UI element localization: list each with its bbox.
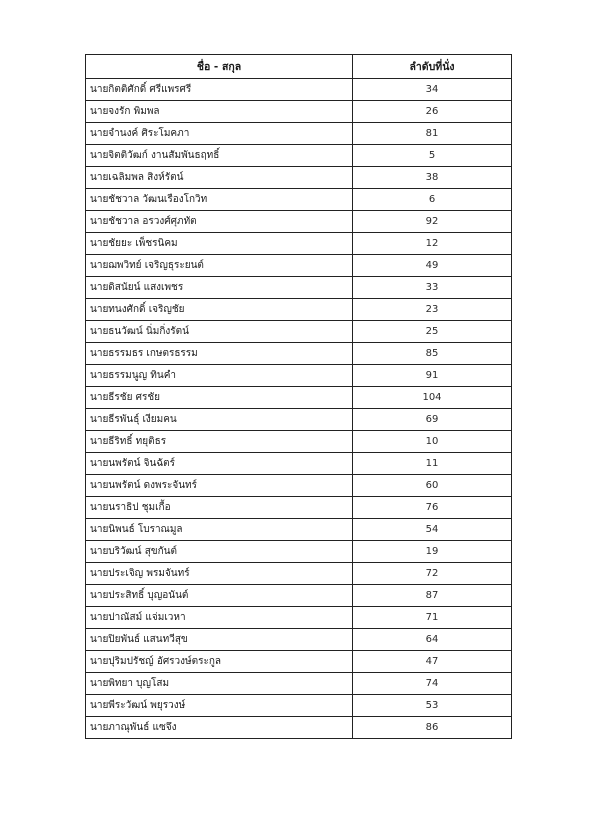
seat-number: 53	[353, 695, 512, 717]
seat-number: 12	[353, 233, 512, 255]
person-name: นายเฉลิมพล สิงห์รัตน์	[86, 167, 353, 189]
table-row	[86, 673, 512, 695]
table-row	[86, 343, 512, 365]
person-name: นายนพรัตน์ ดงพระจันทร์	[86, 475, 353, 497]
seat-number: 91	[353, 365, 512, 387]
seat-number: 23	[353, 299, 512, 321]
seat-number: 5	[353, 145, 512, 167]
person-name: นายประสิทธิ์ บุญอนันต์	[86, 585, 353, 607]
person-name: นายฌพวิทย์ เจริญธุระยนต์	[86, 255, 353, 277]
table-row	[86, 79, 512, 101]
person-name: นายปิยพันธ์ แสนทวีสุข	[86, 629, 353, 651]
table-body	[86, 79, 512, 739]
seat-number: 76	[353, 497, 512, 519]
table-row	[86, 431, 512, 453]
person-name: นายพิทยา บุญโสม	[86, 673, 353, 695]
person-name: นายธรรมนูญ ทินคำ	[86, 365, 353, 387]
seat-number: 38	[353, 167, 512, 189]
seat-number: 49	[353, 255, 512, 277]
person-name: นายปาณัสม์ แจ่มเวหา	[86, 607, 353, 629]
table-row	[86, 123, 512, 145]
table-header-row	[86, 55, 512, 79]
seat-number: 64	[353, 629, 512, 651]
header-name: ชื่อ - สกุล	[86, 55, 353, 79]
table-row	[86, 211, 512, 233]
seat-number: 69	[353, 409, 512, 431]
person-name: นายภาณุพันธ์ แซจึง	[86, 717, 353, 739]
person-name: นายทนงศักดิ์ เจริญชัย	[86, 299, 353, 321]
person-name: นายปุริมปรัชญ์ อัศรวงษ์ตระกูล	[86, 651, 353, 673]
person-name: นายนราธิป ชุมเกื้อ	[86, 497, 353, 519]
person-name: นายธีริทธิ์ ทยุติธร	[86, 431, 353, 453]
table-row	[86, 563, 512, 585]
table-row	[86, 717, 512, 739]
table-row	[86, 167, 512, 189]
seat-number: 54	[353, 519, 512, 541]
table-row	[86, 629, 512, 651]
seat-number: 34	[353, 79, 512, 101]
person-name: นายนพรัตน์ จินฉัตร์	[86, 453, 353, 475]
table-row	[86, 651, 512, 673]
table-row	[86, 101, 512, 123]
table-row	[86, 145, 512, 167]
table-row	[86, 453, 512, 475]
table-row	[86, 409, 512, 431]
seat-number: 74	[353, 673, 512, 695]
seat-number: 92	[353, 211, 512, 233]
person-name: นายจิตติวัฒก์ งานสัมพันธฤทธิ์	[86, 145, 353, 167]
table-row	[86, 233, 512, 255]
seat-number: 6	[353, 189, 512, 211]
seat-number: 71	[353, 607, 512, 629]
table-row	[86, 607, 512, 629]
table-row	[86, 475, 512, 497]
table-row	[86, 519, 512, 541]
header-seat: ลำดับที่นั่ง	[353, 55, 512, 79]
seat-number: 25	[353, 321, 512, 343]
person-name: นายธรรมธร เกษตรธรรม	[86, 343, 353, 365]
seat-number: 47	[353, 651, 512, 673]
seat-number: 60	[353, 475, 512, 497]
seat-number: 85	[353, 343, 512, 365]
person-name: นายจงรัก พิมพล	[86, 101, 353, 123]
person-name: นายพีระวัฒน์ พยุรวงษ์	[86, 695, 353, 717]
seat-number: 33	[353, 277, 512, 299]
person-name: นายชัชวาล วัฒนเรืองโกวิท	[86, 189, 353, 211]
person-name: นายชัชวาล อรวงศ์ศุภทัต	[86, 211, 353, 233]
table-row	[86, 585, 512, 607]
person-name: นายประเจิญ พรมจันทร์	[86, 563, 353, 585]
table-row	[86, 365, 512, 387]
person-name: นายธนวัฒน์ นิ่มกิ่งรัตน์	[86, 321, 353, 343]
seat-number: 11	[353, 453, 512, 475]
table-row	[86, 541, 512, 563]
table-row	[86, 321, 512, 343]
seat-number: 87	[353, 585, 512, 607]
table-row	[86, 497, 512, 519]
seat-number: 72	[353, 563, 512, 585]
table-row	[86, 387, 512, 409]
person-name: นายชัยยะ เพ็ชรนิคม	[86, 233, 353, 255]
table-row	[86, 299, 512, 321]
seat-number: 86	[353, 717, 512, 739]
table-row	[86, 189, 512, 211]
table-row	[86, 277, 512, 299]
seat-number: 19	[353, 541, 512, 563]
person-name: นายกิตติศักดิ์ ศรีแพรศรี	[86, 79, 353, 101]
seating-table	[85, 54, 512, 739]
seat-number: 104	[353, 387, 512, 409]
seat-number: 26	[353, 101, 512, 123]
seat-number: 10	[353, 431, 512, 453]
table-row	[86, 255, 512, 277]
person-name: นายนิพนธ์ โบราณมูล	[86, 519, 353, 541]
seat-number: 81	[353, 123, 512, 145]
person-name: นายธีรชัย ศรชัย	[86, 387, 353, 409]
person-name: นายบริวัฒน์ สุขกันต์	[86, 541, 353, 563]
person-name: นายดิสนัยน์ แสงเพชร	[86, 277, 353, 299]
person-name: นายธีรพันธุ์ เงียมคน	[86, 409, 353, 431]
table-row	[86, 695, 512, 717]
person-name: นายจำนงค์ ศิระโมคภา	[86, 123, 353, 145]
